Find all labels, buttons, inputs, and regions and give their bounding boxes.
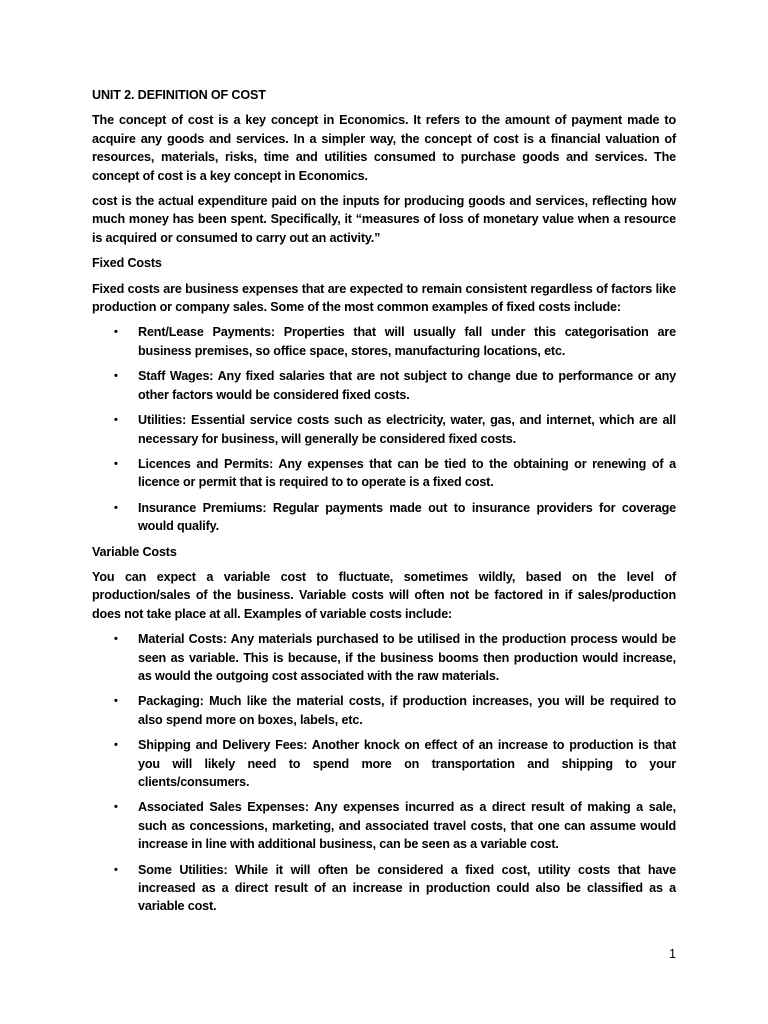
list-item [92, 367, 676, 404]
list-item-text: Utilities: Essential service costs such as electricity, water, gas, and internet, which are all necessary for business, will generally be considered fixed costs. [138, 413, 676, 446]
fixed-costs-intro: Fixed costs are business expenses that are expected to remain consistent regardless of factors like production or company sales. Some of the most common examples of fixed costs include: [92, 281, 676, 315]
list-item-text: Insurance Premiums: Regular payments made out to insurance providers for coverage would qualify. [138, 500, 676, 534]
section-heading-variable-costs: Variable Costs [92, 544, 177, 559]
bullet-icon: • [114, 863, 118, 876]
variable-costs-intro: You can expect a variable cost to fluctuate, sometimes wildly, based on the level of production/sales of the business. Variable costs will often not be factored in if sales/production does not take place at all. Examples of variable costs include: [92, 569, 676, 621]
list-item-text: Staff Wages: Any fixed salaries that are not subject to change due to performance or any other factors would be considered fixed costs. [138, 369, 676, 402]
list-item [92, 692, 676, 729]
bullet-icon: • [114, 457, 118, 470]
bullet-icon: • [114, 801, 118, 814]
list-item-text: Material Costs: Any materials purchased to be utilised in the production process would be seen as variable. This is because, if the business booms then production would increase, as would the outgoing cost associated with the raw materials. [138, 632, 676, 683]
list-item [92, 861, 676, 916]
page-number: 1 [668, 947, 676, 961]
list-item-text: Licences and Permits: Any expenses that can be tied to the obtaining or renewing of a licence or permit that is required to to operate is a fixed cost. [138, 456, 676, 490]
list-item-text: Associated Sales Expenses: Any expenses incurred as a direct result of making a sale, such as concessions, marketing, and associated travel costs, that one can assume would increase in line with additional business, can be seen as a variable cost. [138, 800, 676, 852]
intro-paragraph: cost is the actual expenditure paid on the inputs for producing goods and services, reflecting how much money has been spent. Specifically, it “measures of loss of monetary value when a resource is acquired or consumed to carry out an activity.” [92, 194, 676, 245]
list-item-text: Packaging: Much like the material costs, if production increases, you will be required to also spend more on boxes, labels, etc. [138, 694, 676, 727]
intro-paragraph: The concept of cost is a key concept in Economics. It refers to the amount of payment made to acquire any goods and services. In a simpler way, the concept of cost is a financial valuation of resources, materials, risks, time and utilities consumed to purchase goods and services. The concept of cost is a key concept in Economics. [92, 113, 676, 183]
section-heading-fixed-costs: Fixed Costs [92, 256, 162, 271]
document-title: UNIT 2. DEFINITION OF COST [92, 88, 266, 102]
list-item-text: Some Utilities: While it will often be considered a fixed cost, utility costs that have increased as a direct result of an increase in production could also be classified as a variable cost. [138, 862, 676, 914]
bullet-icon: • [114, 370, 118, 383]
bullet-icon: • [114, 695, 118, 708]
bullet-icon: • [114, 739, 118, 752]
fixed-costs-list [92, 323, 676, 535]
bullet-icon: • [114, 501, 118, 514]
list-item-text: Shipping and Delivery Fees: Another knock on effect of an increase to production is that you will likely need to spend more on transportation and shipping to your clients/consumers. [138, 738, 676, 789]
list-item-text: Rent/Lease Payments: Properties that will usually fall under this categorisation are business premises, so office space, stores, manufacturing locations, etc. [138, 325, 676, 358]
bullet-icon: • [114, 326, 118, 339]
variable-costs-list [92, 630, 676, 916]
list-item [92, 455, 676, 492]
document-page [92, 86, 676, 923]
list-item [92, 736, 676, 791]
bullet-icon: • [114, 633, 118, 646]
list-item [92, 411, 676, 448]
bullet-icon: • [114, 414, 118, 427]
list-item [92, 323, 676, 360]
list-item [92, 499, 676, 536]
list-item [92, 798, 676, 853]
list-item [92, 630, 676, 685]
